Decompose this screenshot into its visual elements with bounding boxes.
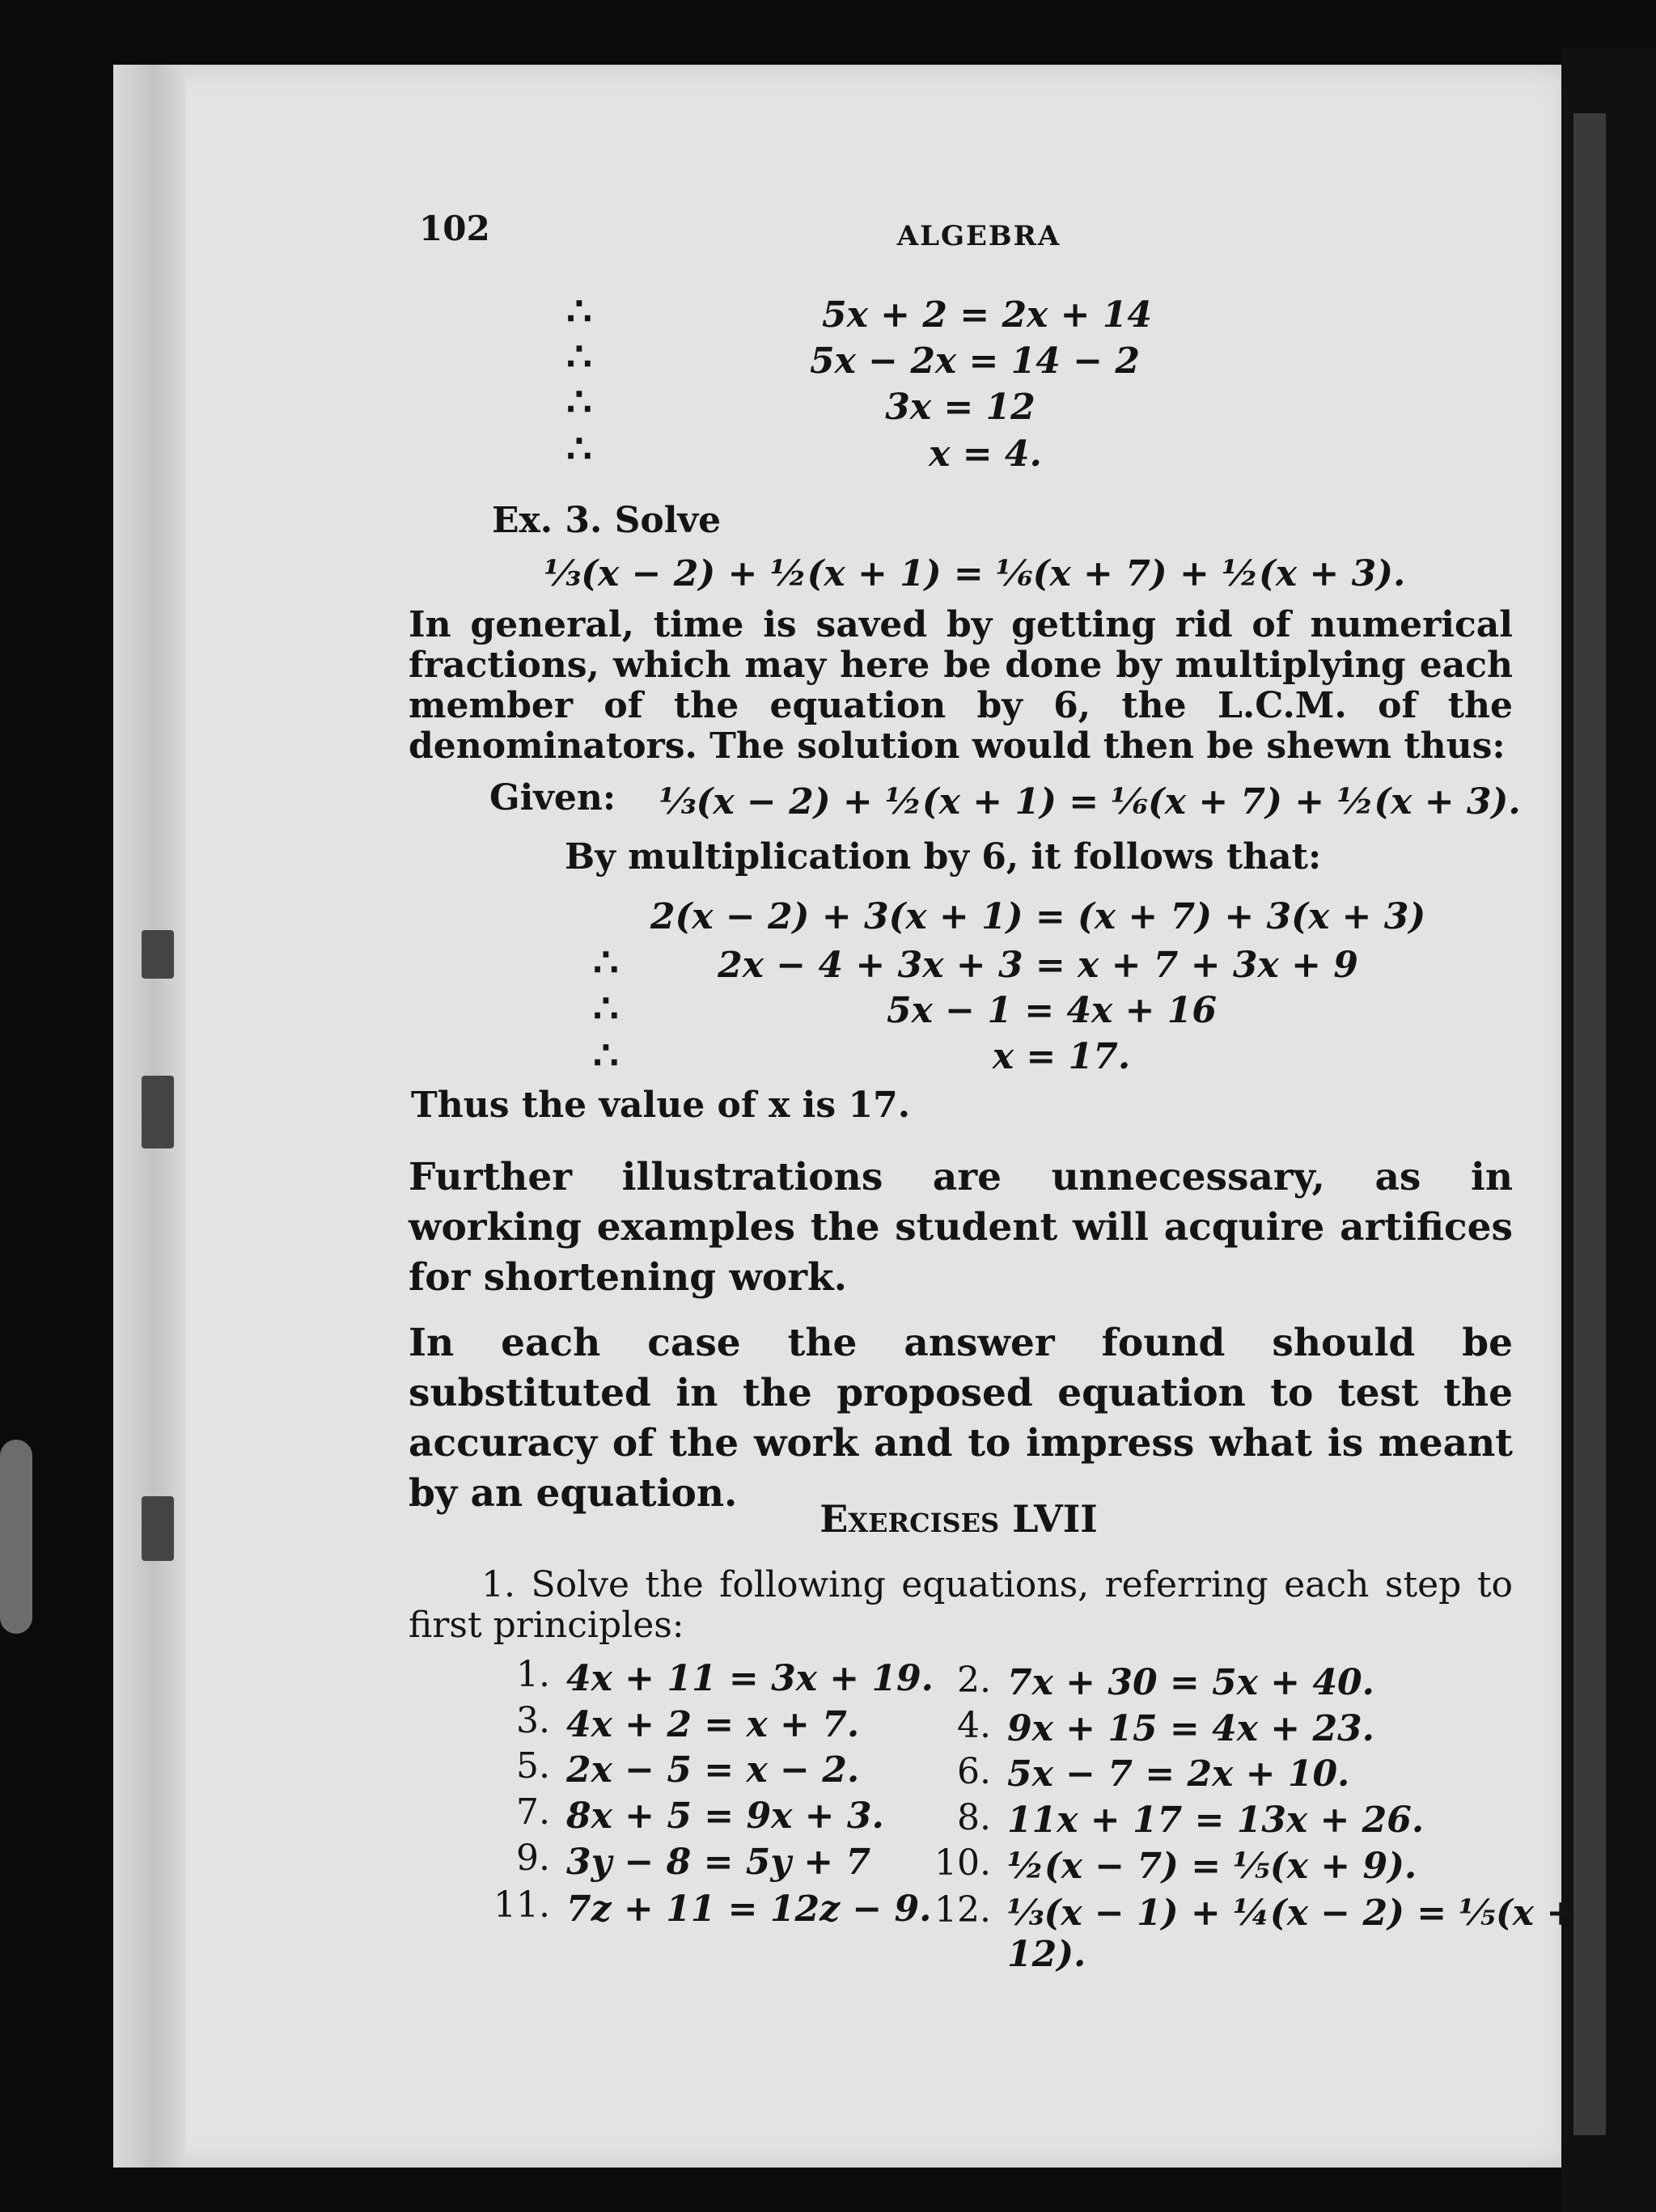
solution-step: 5x − 1 = 4x + 16 (886, 990, 1218, 1031)
exercise-equation: 4x + 11 = 3x + 19. (566, 1658, 934, 1699)
exercise-equation: 5x − 7 = 2x + 10. (1007, 1753, 1350, 1795)
exercise-number: 6. (957, 1751, 991, 1792)
running-title: ALGEBRA (896, 220, 1061, 252)
exercise-equation: ½(x − 7) = ⅕(x + 9). (1007, 1846, 1417, 1887)
exercise-number: 1. (516, 1654, 550, 1695)
exercise-number: 5. (516, 1745, 550, 1787)
therefore-symbol: ∴ (566, 425, 592, 472)
equation-line: x = 4. (929, 434, 1042, 475)
equation-line: 3x = 12 (885, 387, 1036, 428)
exercise-number: 7. (516, 1791, 550, 1833)
example-equation: ⅓(x − 2) + ½(x + 1) = ⅙(x + 7) + ½(x + 3). (544, 553, 1406, 594)
spine-print-mark (142, 1496, 174, 1561)
exercise-number: 11. (493, 1884, 550, 1926)
spine-print-mark (142, 1076, 174, 1148)
multiplication-text: By multiplication by 6, it follows that: (565, 836, 1322, 878)
exercise-number: 3. (516, 1700, 550, 1741)
given-label: Given: (489, 777, 616, 818)
exercise-equation: ⅓(x − 1) + ¼(x − 2) = ⅕(x + 12). (1007, 1893, 1577, 1975)
example-label: Ex. 3. Solve (492, 500, 722, 541)
exercise-number: 8. (957, 1797, 991, 1838)
therefore-symbol: ∴ (593, 1031, 619, 1079)
equation-line: 5x − 2x = 14 − 2 (809, 340, 1141, 382)
exercise-equation: 9x + 15 = 4x + 23. (1007, 1708, 1374, 1749)
given-equation: ⅓(x − 2) + ½(x + 1) = ⅙(x + 7) + ½(x + 3). (659, 781, 1521, 823)
exercise-equation: 2x − 5 = x − 2. (566, 1749, 860, 1791)
conclusion-text: Thus the value of x is 17. (411, 1085, 911, 1126)
exercises-instruction: 1. Solve the following equations, referring each step to first principles: (409, 1564, 1513, 1646)
therefore-symbol: ∴ (593, 984, 619, 1032)
example-paragraph: In general, time is saved by getting rid of numerical fractions, which may here be done by multiplying each member of the equation by 6, the L.C.M. of the denominators. The solution would then be shewn thus: (409, 604, 1513, 767)
solution-step: 2(x − 2) + 3(x + 1) = (x + 7) + 3(x + 3) (650, 896, 1426, 937)
exercise-number: 10. (934, 1842, 991, 1884)
exercise-number: 4. (957, 1705, 991, 1746)
exercises-heading: Exercises LVII (820, 1497, 1098, 1541)
exercise-equation: 4x + 2 = x + 7. (566, 1704, 860, 1745)
exercise-number: 9. (516, 1838, 550, 1879)
therefore-symbol: ∴ (593, 938, 619, 986)
exercise-equation: 7x + 30 = 5x + 40. (1007, 1662, 1374, 1703)
exercise-number: 2. (957, 1660, 991, 1701)
scan-edge-shadow (0, 1440, 32, 1634)
spine-print-mark (142, 930, 174, 979)
therefore-symbol: ∴ (566, 378, 592, 425)
exercise-equation: 11x + 17 = 13x + 26. (1007, 1800, 1425, 1841)
paragraph-further: Further illustrations are unnecessary, as in working examples the student will acquire artifices for shortening work. (409, 1155, 1513, 1300)
exercise-equation: 8x + 5 = 9x + 3. (566, 1795, 884, 1837)
facing-page-edge (1573, 113, 1606, 2135)
paragraph-each-case: In each case the answer found should be substituted in the proposed equation to test the accuracy of the work and to impress what is meant by an equation. (409, 1321, 1513, 1516)
solution-step: 2x − 4 + 3x + 3 = x + 7 + 3x + 9 (718, 945, 1358, 986)
therefore-symbol: ∴ (566, 332, 592, 380)
page-number: 102 (419, 209, 490, 248)
exercise-equation: 7z + 11 = 12z − 9. (566, 1888, 932, 1930)
exercise-equation: 3y − 8 = 5y + 7 (566, 1842, 871, 1883)
therefore-symbol: ∴ (566, 287, 592, 335)
equation-line: 5x + 2 = 2x + 14 (821, 294, 1153, 336)
solution-step: x = 17. (992, 1036, 1131, 1077)
exercise-number: 12. (934, 1889, 991, 1931)
